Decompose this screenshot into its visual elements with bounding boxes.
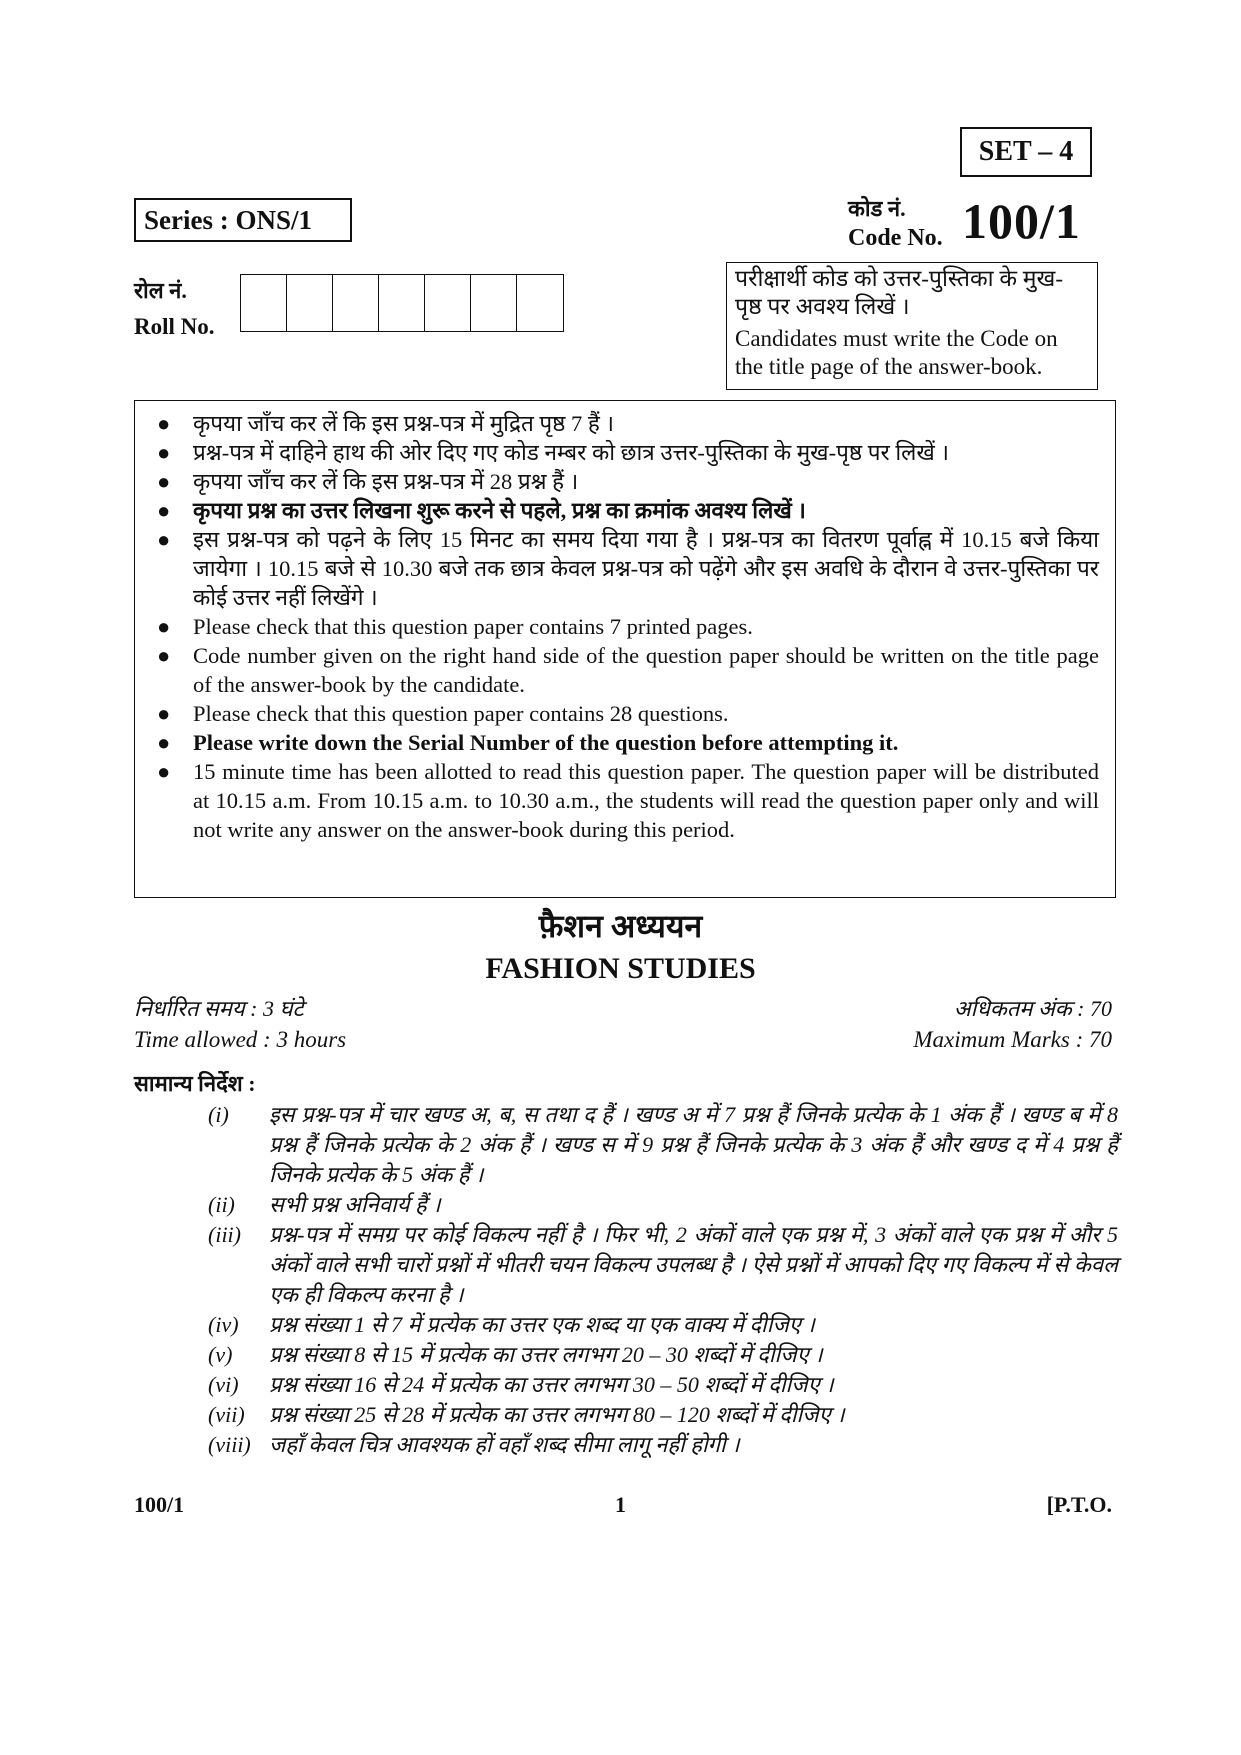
maximum-marks-hindi: अधिकतम अंक : 70 bbox=[953, 996, 1112, 1021]
roll-label-english: Roll No. bbox=[134, 314, 215, 339]
general-instruction-item bbox=[134, 1400, 1118, 1430]
general-instruction-number: (iii) bbox=[208, 1222, 241, 1247]
roll-number-cell[interactable] bbox=[425, 275, 471, 331]
general-instruction-number: (ii) bbox=[208, 1192, 235, 1217]
general-instruction-item bbox=[134, 1190, 1118, 1220]
bullet-icon: ● bbox=[157, 469, 171, 494]
general-instruction-number: (i) bbox=[208, 1102, 229, 1127]
instruction-item bbox=[153, 467, 1099, 496]
subject-title-hindi: फ़ैशन अध्ययन bbox=[538, 908, 703, 944]
candidate-note-english: Candidates must write the Code on the title page of the answer-book. bbox=[735, 326, 1058, 379]
series-box: Series : ONS/1 bbox=[134, 198, 352, 242]
general-instruction-number: (v) bbox=[208, 1342, 233, 1367]
instructions-box bbox=[134, 400, 1116, 898]
page-number: 1 bbox=[615, 1492, 626, 1517]
instruction-item bbox=[153, 757, 1099, 844]
footer-pto: [P.T.O. bbox=[1046, 1492, 1112, 1517]
bullet-icon: ● bbox=[157, 643, 171, 668]
general-instruction-item bbox=[134, 1220, 1118, 1310]
instruction-text: इस प्रश्न-पत्र को पढ़ने के लिए 15 मिनट का समय दिया गया है । प्रश्न-पत्र का वितरण पूर्वाह्न में 10.15 बजे किया जायेगा । 10.15 बजे से 10.30 बजे तक छात्र केवल प्रश्न-पत्र को पढ़ेंगे और इस अवधि के दौरान वे उत्तर-पुस्तिका पर कोई उत्तर नहीं लिखेंगे । bbox=[193, 527, 1099, 610]
general-instruction-text: सभी प्रश्न अनिवार्य हैं । bbox=[269, 1192, 441, 1217]
roll-number-cell[interactable] bbox=[517, 275, 563, 331]
bullet-icon: ● bbox=[157, 701, 171, 726]
general-instruction-number: (vii) bbox=[208, 1402, 245, 1427]
general-instruction-text: इस प्रश्न-पत्र में चार खण्ड अ, ब, स तथा द हैं । खण्ड अ में 7 प्रश्न हैं जिनके प्रत्येक के 1 अंक हैं । खण्ड ब में 8 प्रश्न हैं जिनके प्रत्येक के 2 अंक हैं । खण्ड स में 9 प्रश्न हैं जिनके प्रत्येक के 3 अंक हैं और खण्ड द में 4 प्रश्न हैं जिनके प्रत्येक के 5 अंक हैं । bbox=[269, 1102, 1118, 1187]
instruction-text: Please check that this question paper contains 7 printed pages. bbox=[193, 614, 753, 639]
instruction-item bbox=[153, 438, 1099, 467]
time-allowed-hindi: निर्धारित समय : 3 घंटे bbox=[134, 996, 304, 1021]
instruction-item bbox=[153, 699, 1099, 728]
bullet-icon: ● bbox=[157, 730, 171, 755]
roll-number-cell[interactable] bbox=[379, 275, 425, 331]
code-label-hindi: कोड नं. bbox=[848, 196, 906, 221]
bullet-icon: ● bbox=[157, 759, 171, 784]
general-instruction-text: प्रश्न संख्या 1 से 7 में प्रत्येक का उत्तर एक शब्द या एक वाक्य में दीजिए । bbox=[269, 1312, 815, 1337]
general-instructions-heading: सामान्य निर्देश : bbox=[134, 1071, 256, 1096]
code-number: 100/1 bbox=[962, 193, 1081, 249]
general-instruction-item bbox=[134, 1430, 1118, 1460]
general-instruction-item bbox=[134, 1310, 1118, 1340]
instruction-item bbox=[153, 496, 1099, 525]
candidate-note-box bbox=[726, 262, 1098, 390]
instruction-item bbox=[153, 525, 1099, 612]
instruction-text: कृपया जाँच कर लें कि इस प्रश्न-पत्र में मुद्रित पृष्ठ 7 हैं । bbox=[193, 411, 615, 436]
roll-number-cell[interactable] bbox=[471, 275, 517, 331]
general-instruction-text: प्रश्न संख्या 16 से 24 में प्रत्येक का उत्तर लगभग 30 – 50 शब्दों में दीजिए । bbox=[269, 1372, 834, 1397]
roll-number-cell[interactable] bbox=[241, 275, 287, 331]
general-instruction-item bbox=[134, 1100, 1118, 1190]
roll-label-hindi: रोल नं. bbox=[134, 278, 187, 303]
general-instruction-number: (viii) bbox=[208, 1432, 251, 1457]
general-instruction-text: प्रश्न संख्या 8 से 15 में प्रत्येक का उत्तर लगभग 20 – 30 शब्दों में दीजिए । bbox=[269, 1342, 823, 1367]
instruction-text: Please write down the Serial Number of the question before attempting it. bbox=[193, 730, 899, 755]
subject-title-english: FASHION STUDIES bbox=[485, 952, 756, 985]
instruction-item bbox=[153, 641, 1099, 699]
general-instructions-list bbox=[134, 1100, 1118, 1460]
general-instruction-text: प्रश्न-पत्र में समग्र पर कोई विकल्प नहीं है । फिर भी, 2 अंकों वाले एक प्रश्न में, 3 अंकों वाले एक प्रश्न में और 5 अंकों वाले सभी चारों प्रश्नों में भीतरी चयन विकल्प उपलब्ध है । ऐसे प्रश्नों में आपको दिए गए विकल्प में से केवल एक ही विकल्प करना है । bbox=[269, 1222, 1118, 1307]
roll-number-cell[interactable] bbox=[287, 275, 333, 331]
bullet-icon: ● bbox=[157, 411, 171, 436]
general-instruction-item bbox=[134, 1340, 1118, 1370]
instruction-text: Please check that this question paper contains 28 questions. bbox=[193, 701, 729, 726]
instruction-item bbox=[153, 409, 1099, 438]
general-instruction-number: (vi) bbox=[208, 1372, 239, 1397]
instruction-text: प्रश्न-पत्र में दाहिने हाथ की ओर दिए गए कोड नम्बर को छात्र उत्तर-पुस्तिका के मुख-पृष्ठ पर लिखें । bbox=[193, 440, 949, 465]
bullet-icon: ● bbox=[157, 498, 171, 523]
instruction-item bbox=[153, 612, 1099, 641]
general-instruction-text: प्रश्न संख्या 25 से 28 में प्रत्येक का उत्तर लगभग 80 – 120 शब्दों में दीजिए । bbox=[269, 1402, 845, 1427]
instruction-text: कृपया जाँच कर लें कि इस प्रश्न-पत्र में 28 प्रश्न हैं । bbox=[193, 469, 579, 494]
code-label-english: Code No. bbox=[848, 225, 943, 251]
roll-number-grid bbox=[240, 274, 564, 332]
instruction-text: 15 minute time has been allotted to read this question paper. The question paper will be distributed at 10.15 a.m. From 10.15 a.m. to 10.30 a.m., the students will read the question paper only and will not write any answer on the answer-book during this period. bbox=[193, 759, 1099, 842]
maximum-marks-english: Maximum Marks : 70 bbox=[913, 1027, 1112, 1052]
set-number-box: SET – 4 bbox=[960, 127, 1092, 177]
roll-number-cell[interactable] bbox=[333, 275, 379, 331]
time-allowed-english: Time allowed : 3 hours bbox=[134, 1027, 347, 1052]
instruction-text: Code number given on the right hand side of the question paper should be written on the title page of the answer-book by the candidate. bbox=[193, 643, 1099, 697]
instruction-text: कृपया प्रश्न का उत्तर लिखना शुरू करने से पहले, प्रश्न का क्रमांक अवश्य लिखें । bbox=[193, 498, 806, 523]
candidate-note-hindi: परीक्षार्थी कोड को उत्तर-पुस्तिका के मुख-पृष्ठ पर अवश्य लिखें । bbox=[735, 266, 1063, 319]
bullet-icon: ● bbox=[157, 614, 171, 639]
instruction-item bbox=[153, 728, 1099, 757]
instructions-list bbox=[153, 409, 1099, 844]
general-instruction-text: जहाँ केवल चित्र आवश्यक हों वहाँ शब्द सीमा लागू नहीं होगी । bbox=[269, 1432, 740, 1457]
general-instruction-number: (iv) bbox=[208, 1312, 239, 1337]
bullet-icon: ● bbox=[157, 440, 171, 465]
general-instruction-item bbox=[134, 1370, 1118, 1400]
footer-code: 100/1 bbox=[134, 1492, 185, 1517]
bullet-icon: ● bbox=[157, 527, 171, 552]
